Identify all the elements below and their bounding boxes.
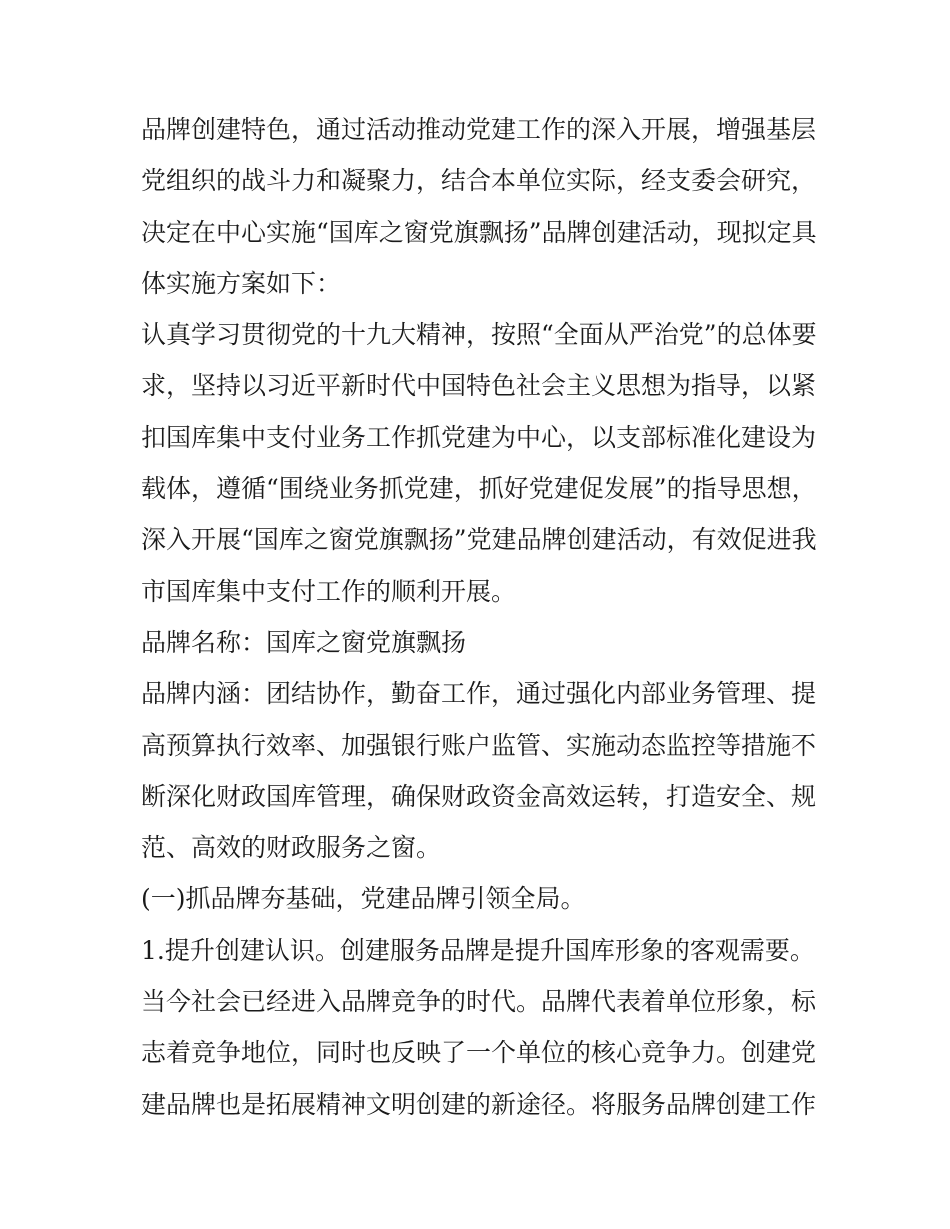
text-line: 1.提升创建认识。创建服务品牌是提升国库形象的客观需要。 (141, 935, 815, 965)
document-body (141, 104, 817, 1130)
text-line: 范、高效的财政服务之窗。 (141, 833, 442, 863)
text-line: 市国库集中支付工作的顺利开展。 (141, 576, 517, 606)
text-line: 志着竞争地位，同时也反映了一个单位的核心竞争力。创建党 (141, 1038, 817, 1068)
text-line: 品牌名称：国库之窗党旗飘扬 (141, 627, 467, 657)
text-line: 决定在中心实施“国库之窗党旗飘扬”品牌创建活动，现拟定具 (141, 217, 817, 247)
text-line: 高预算执行效率、加强银行账户监管、实施动态监控等措施不 (141, 730, 817, 760)
text-line: 求，坚持以习近平新时代中国特色社会主义思想为指导，以紧 (141, 371, 817, 401)
text-line: 扣国库集中支付业务工作抓党建为中心，以支部标准化建设为 (141, 422, 817, 452)
text-line: 当今社会已经进入品牌竞争的时代。品牌代表着单位形象，标 (141, 987, 817, 1017)
text-line: 认真学习贯彻党的十九大精神，按照“全面从严治党”的总体要 (141, 320, 817, 350)
text-line: 品牌创建特色，通过活动推动党建工作的深入开展，增强基层 (141, 115, 817, 144)
text-line: 党组织的战斗力和凝聚力，结合本单位实际，经支委会研究， (141, 166, 817, 196)
text-line: 深入开展“国库之窗党旗飘扬”党建品牌创建活动，有效促进我 (141, 525, 817, 555)
text-line: 体实施方案如下： (141, 268, 342, 298)
text-line: 载体，遵循“围绕业务抓党建，抓好党建促发展”的指导思想， (141, 474, 817, 504)
text-line: 品牌内涵：团结协作，勤奋工作，通过强化内部业务管理、提 (141, 679, 817, 709)
text-line: 建品牌也是拓展精神文明创建的新途径。将服务品牌创建工作 (141, 1089, 817, 1119)
text-line: 断深化财政国库管理，确保财政资金高效运转，打造安全、规 (141, 781, 817, 811)
text-line: (一)抓品牌夯基础，党建品牌引领全局。 (141, 884, 586, 914)
